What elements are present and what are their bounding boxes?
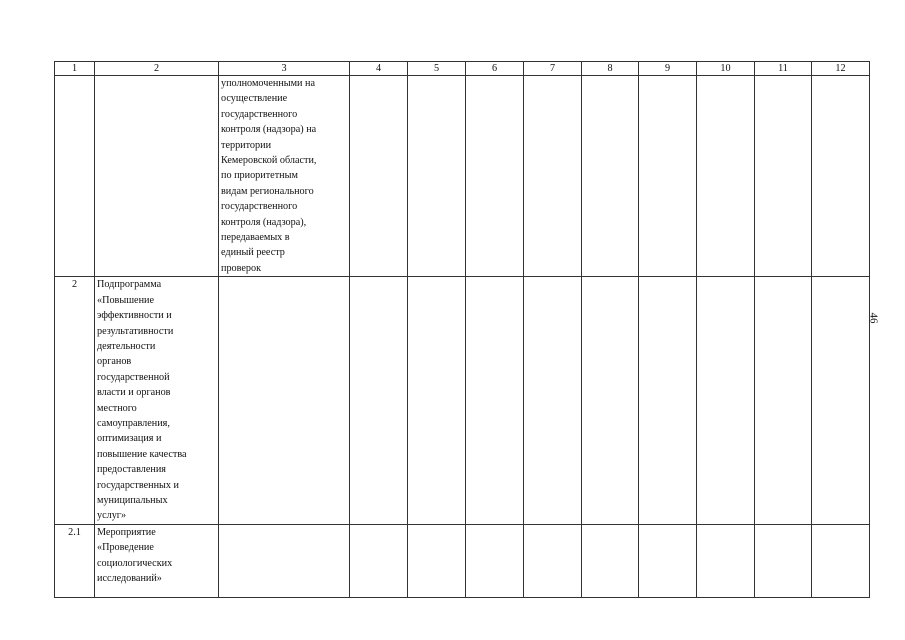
- empty-cell: [350, 277, 408, 525]
- empty-cell: [408, 277, 466, 525]
- column-header: 1: [55, 62, 95, 76]
- empty-cell: [582, 524, 639, 597]
- empty-cell: [812, 524, 870, 597]
- column-header: 4: [350, 62, 408, 76]
- empty-cell: [408, 76, 466, 277]
- row-number-cell: 2: [55, 277, 95, 525]
- table-row: [55, 76, 870, 277]
- column-header: 6: [466, 62, 524, 76]
- empty-cell: [639, 524, 697, 597]
- empty-cell: [812, 76, 870, 277]
- empty-cell: [524, 277, 582, 525]
- column-header: 8: [582, 62, 639, 76]
- empty-cell: [408, 524, 466, 597]
- empty-cell: [350, 76, 408, 277]
- empty-cell: [697, 524, 755, 597]
- column-header: 3: [219, 62, 350, 76]
- table-row: [55, 277, 870, 525]
- page-number: 46: [867, 312, 880, 324]
- row-description-cell: [219, 524, 350, 597]
- column-header: 11: [755, 62, 812, 76]
- row-name-cell: Подпрограмма «Повышение эффективности и результативности деятельности органов государственной власти и органов местного самоуправления, оптимизация и повышение качества предоставления государственных и муниципальных услуг»: [95, 277, 219, 525]
- column-header: 5: [408, 62, 466, 76]
- empty-cell: [697, 76, 755, 277]
- row-description-cell: [219, 277, 350, 525]
- empty-cell: [639, 76, 697, 277]
- column-header: 7: [524, 62, 582, 76]
- column-header: 2: [95, 62, 219, 76]
- empty-cell: [524, 524, 582, 597]
- empty-cell: [524, 76, 582, 277]
- column-header: 12: [812, 62, 870, 76]
- empty-cell: [755, 76, 812, 277]
- empty-cell: [639, 277, 697, 525]
- table-row: [55, 524, 870, 597]
- empty-cell: [466, 76, 524, 277]
- empty-cell: [582, 277, 639, 525]
- row-description-cell: уполномоченными на осуществление государственного контроля (надзора) на территории Кемеровской области, по приоритетным видам регионального государственного контроля (надзора), передаваемых в единый реестр проверок: [219, 76, 350, 277]
- empty-cell: [466, 524, 524, 597]
- empty-cell: [755, 277, 812, 525]
- empty-cell: [697, 277, 755, 525]
- empty-cell: [812, 277, 870, 525]
- table-header-row: [55, 62, 870, 76]
- empty-cell: [755, 524, 812, 597]
- data-table: [54, 61, 870, 598]
- empty-cell: [350, 524, 408, 597]
- column-header: 10: [697, 62, 755, 76]
- row-name-cell: [95, 76, 219, 277]
- empty-cell: [466, 277, 524, 525]
- row-number-cell: 2.1: [55, 524, 95, 597]
- row-name-cell: Мероприятие «Проведение социологических исследований»: [95, 524, 219, 597]
- column-header: 9: [639, 62, 697, 76]
- row-number-cell: [55, 76, 95, 277]
- empty-cell: [582, 76, 639, 277]
